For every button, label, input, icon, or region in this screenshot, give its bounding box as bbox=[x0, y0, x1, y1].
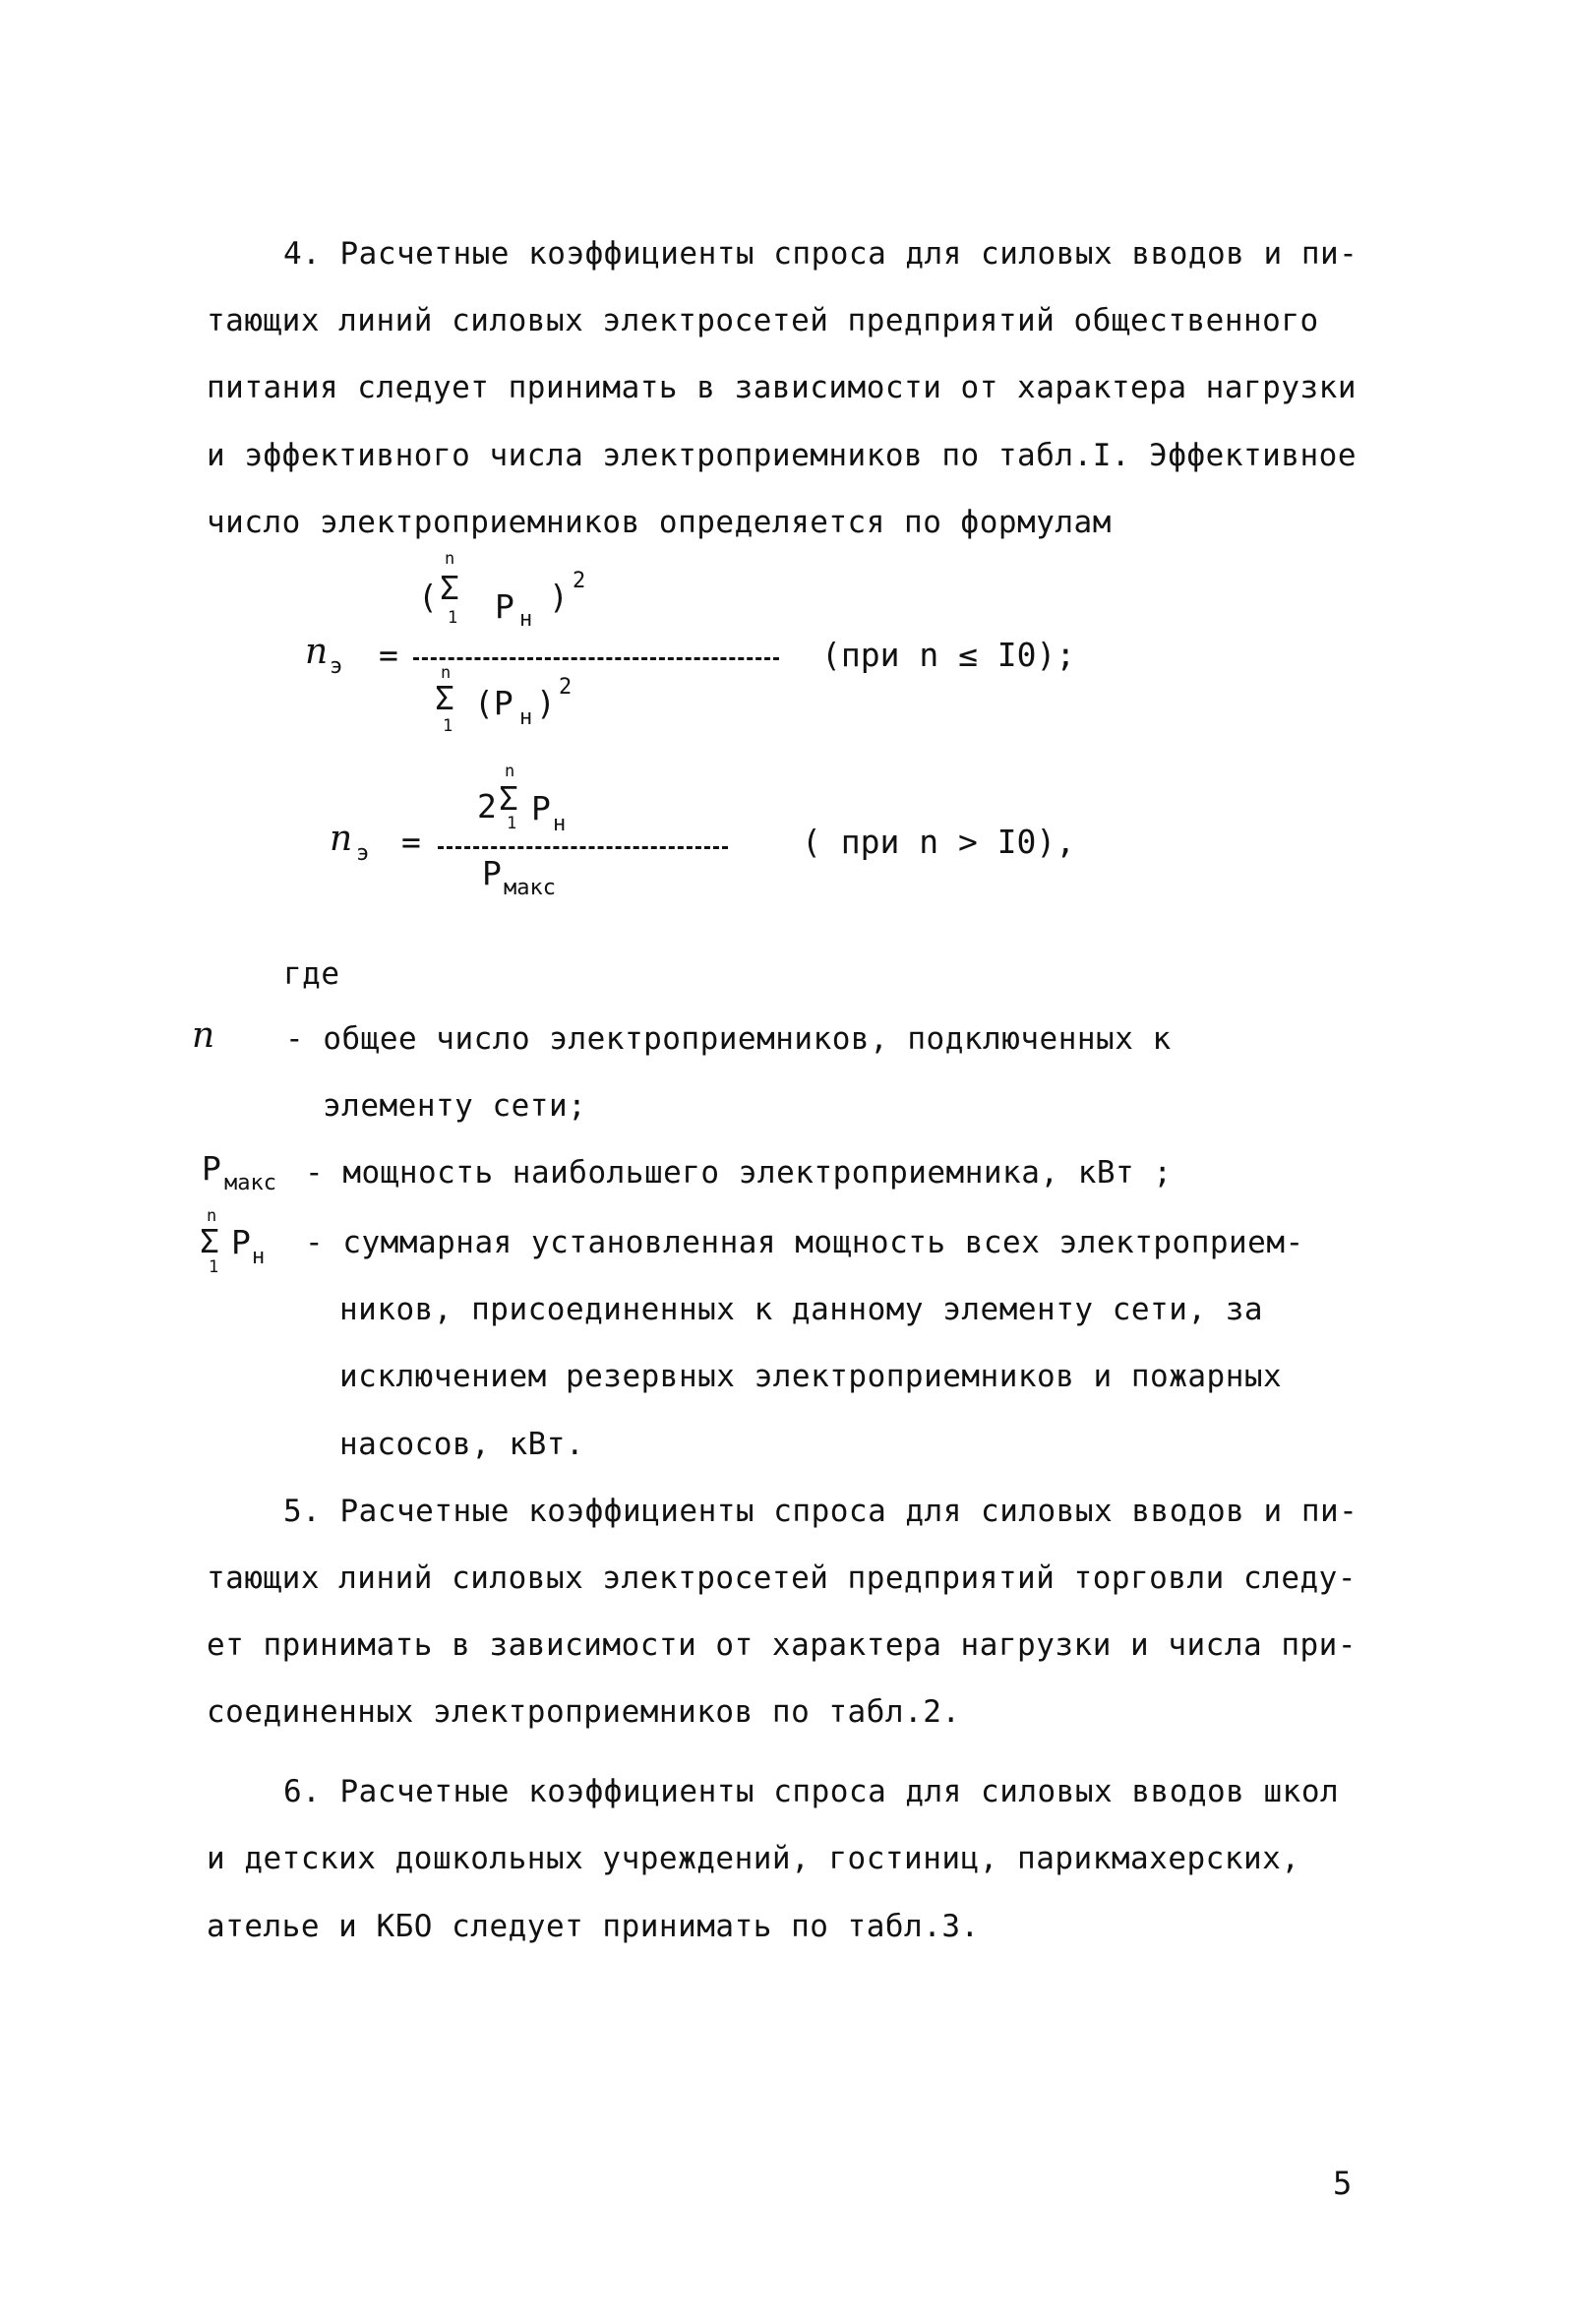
denominator-power: (P bbox=[474, 684, 513, 722]
definition-text: элементу сети; bbox=[323, 1088, 587, 1124]
sigma-upper-limit: n bbox=[207, 1206, 217, 1226]
denominator-close-paren: ) bbox=[536, 684, 556, 722]
sigma-upper-limit: n bbox=[441, 663, 452, 683]
denominator-subscript: макс bbox=[504, 876, 556, 900]
formula-lhs-subscript: э bbox=[356, 841, 370, 866]
numerator-coefficient: 2 bbox=[477, 787, 497, 826]
sigma-symbol: Σ bbox=[499, 779, 518, 818]
text-line: 5. Расчетные коэффициенты спроса для силовых вводов и пи- bbox=[283, 1494, 1358, 1529]
sigma-lower-limit: 1 bbox=[507, 814, 517, 833]
definition-text: исключением резервных электроприемников и пожарных bbox=[339, 1359, 1283, 1394]
power-symbol: P bbox=[531, 789, 551, 827]
definition-symbol-pmax-subscript: макс bbox=[224, 1171, 276, 1195]
formula-lhs: n bbox=[305, 632, 329, 672]
page-number: 5 bbox=[1333, 2165, 1353, 2202]
definition-symbol-n: n bbox=[192, 1015, 215, 1056]
power-subscript: н bbox=[553, 812, 567, 836]
text-line: и эффективного числа электроприемников по табл.I. Эффективное bbox=[207, 438, 1357, 473]
definition-text: - общее число электроприемников, подключенных к bbox=[285, 1021, 1172, 1057]
numerator-exponent: 2 bbox=[573, 569, 586, 593]
sigma-symbol: Σ bbox=[200, 1222, 219, 1260]
text-line: питания следует принимать в зависимости от характера нагрузки bbox=[207, 370, 1357, 405]
denominator-exponent: 2 bbox=[559, 675, 573, 700]
definition-text: - суммарная установленная мощность всех электроприем- bbox=[305, 1225, 1304, 1260]
definition-text: насосов, кВт. bbox=[339, 1427, 585, 1462]
sigma-lower-limit: 1 bbox=[443, 716, 453, 736]
sigma-lower-limit: 1 bbox=[448, 608, 458, 628]
numerator-open-paren: ( bbox=[418, 578, 438, 616]
text-line: тающих линий силовых электросетей предприятий общественного bbox=[207, 303, 1319, 338]
definition-symbol-sum-power: P bbox=[231, 1223, 251, 1261]
text-line: соединенных электроприемников по табл.2. bbox=[207, 1694, 961, 1730]
text-line: число электроприемников определяется по формулам bbox=[207, 505, 1112, 540]
sigma-upper-limit: n bbox=[445, 549, 455, 569]
formula-lhs-subscript: э bbox=[330, 654, 343, 679]
sigma-symbol: Σ bbox=[440, 569, 459, 607]
formula-condition: ( при n > I0), bbox=[802, 823, 1076, 861]
formula-lhs: n bbox=[330, 819, 353, 859]
numerator-close-paren: ) bbox=[549, 578, 569, 616]
power-subscript: н bbox=[519, 607, 533, 632]
definition-text: - мощность наибольшего электроприемника, кВт ; bbox=[305, 1155, 1173, 1191]
where-label: где bbox=[283, 956, 340, 992]
formula-equals: = bbox=[401, 823, 421, 861]
text-line: ет принимать в зависимости от характера нагрузки и числа при- bbox=[207, 1627, 1357, 1663]
formula-equals: = bbox=[379, 636, 398, 674]
definition-symbol-pmax: P bbox=[202, 1149, 221, 1188]
text-line: 4. Расчетные коэффициенты спроса для силовых вводов и пи- bbox=[283, 236, 1358, 272]
formula-condition: (при n ≤ I0); bbox=[821, 636, 1076, 674]
definition-text: ников, присоединенных к данному элементу сети, за bbox=[339, 1292, 1264, 1327]
text-line: тающих линий силовых электросетей предприятий торговли следу- bbox=[207, 1560, 1357, 1596]
sigma-upper-limit: n bbox=[505, 762, 515, 781]
power-subscript: н bbox=[519, 705, 533, 730]
text-line: и детских дошкольных учреждений, гостиниц, парикмахерских, bbox=[207, 1841, 1300, 1876]
power-subscript: н bbox=[252, 1245, 266, 1269]
fraction-line bbox=[413, 657, 779, 660]
text-line: 6. Расчетные коэффициенты спроса для силовых вводов школ bbox=[283, 1774, 1340, 1809]
sigma-lower-limit: 1 bbox=[209, 1257, 219, 1277]
denominator-power: P bbox=[482, 854, 502, 892]
text-line: ателье и КБО следует принимать по табл.3. bbox=[207, 1909, 980, 1944]
fraction-line bbox=[438, 846, 728, 849]
power-symbol: P bbox=[495, 587, 514, 626]
sigma-symbol: Σ bbox=[435, 679, 454, 717]
